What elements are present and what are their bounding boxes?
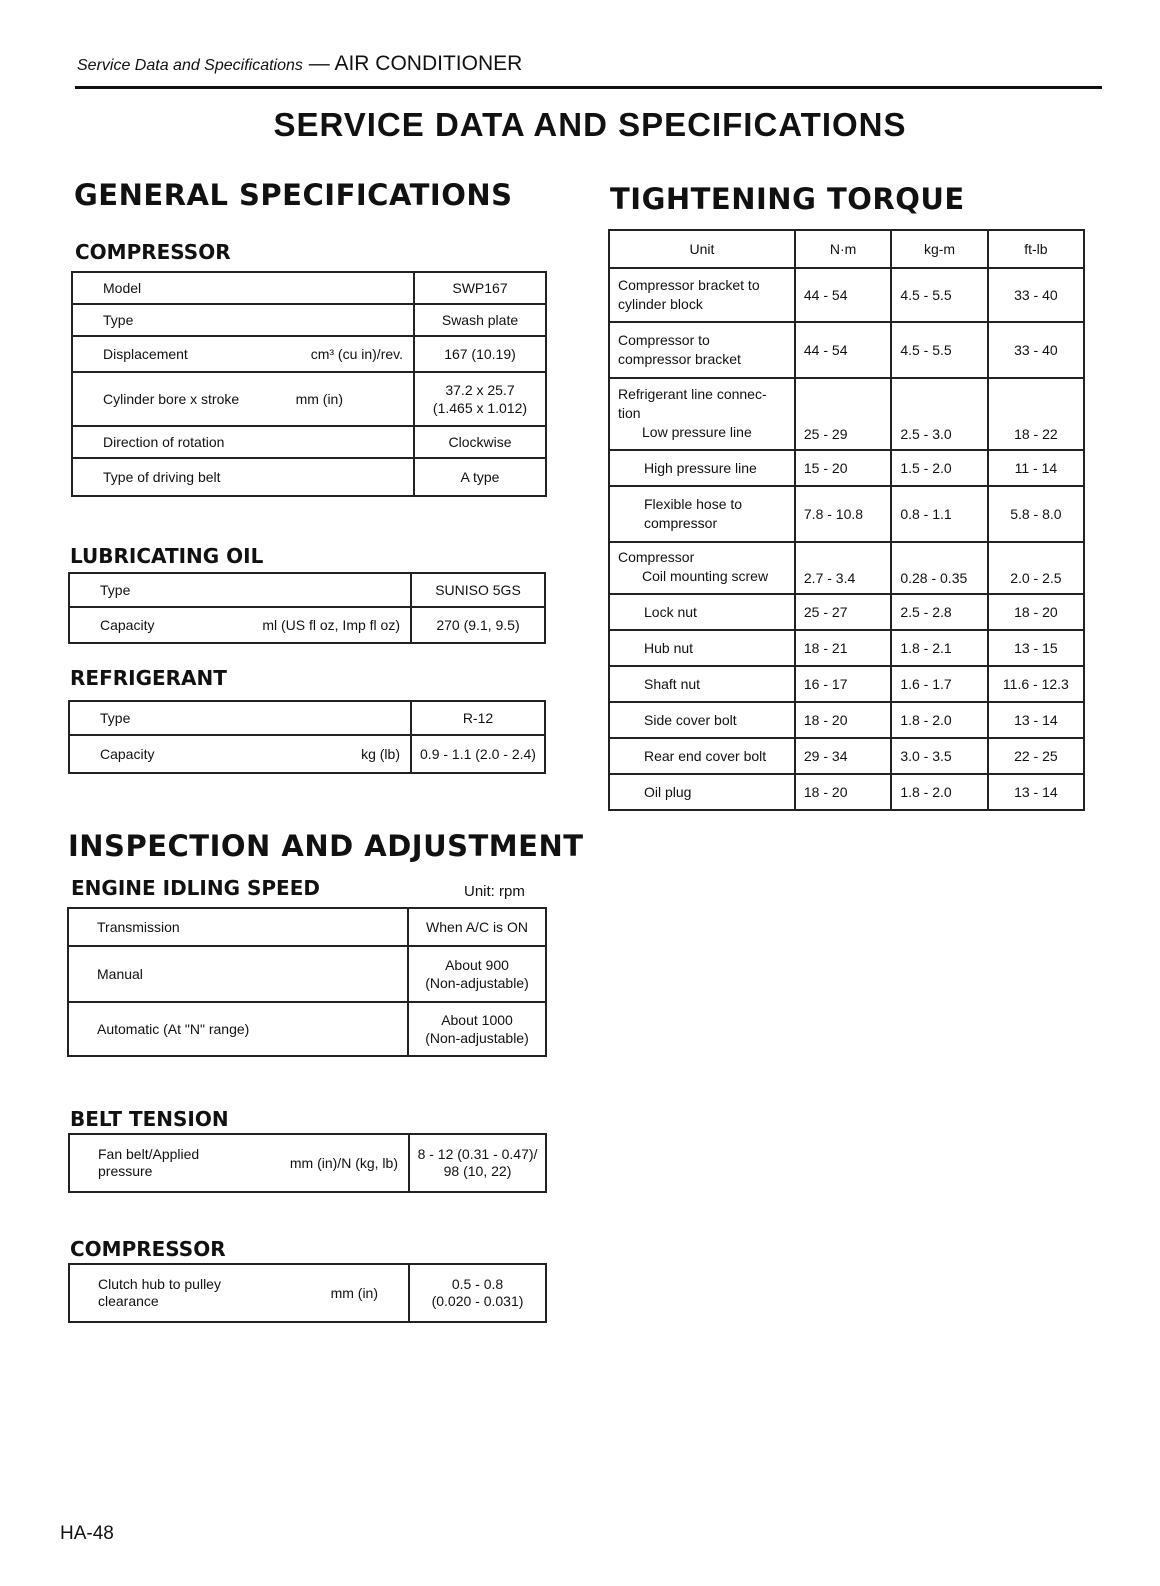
spec-label: Displacement [103, 346, 188, 362]
torque-label: Low pressure line [642, 424, 752, 440]
table-row [72, 304, 546, 336]
table-row [609, 738, 1084, 774]
torque-header-ftlb: ft-lb [988, 230, 1084, 268]
torque-label: Shaft nut [609, 666, 795, 702]
spec-value: A type [414, 458, 546, 496]
spec-unit: cm³ (cu in)/rev. [310, 346, 403, 362]
table-row [68, 908, 546, 946]
clearance-label: Clutch hub to pulley clearance [98, 1276, 221, 1309]
torque-group-label: Compressor [618, 549, 695, 565]
torque-ftlb: 5.8 - 8.0 [988, 486, 1084, 542]
torque-label: Rear end cover bolt [609, 738, 795, 774]
spec-label: Type [103, 312, 134, 328]
torque-ftlb: 13 - 14 [988, 774, 1084, 810]
torque-ftlb: 18 - 22 [988, 378, 1084, 450]
torque-label: Compressor bracket to cylinder block [609, 268, 795, 322]
torque-kgm: 1.6 - 1.7 [891, 666, 987, 702]
torque-label: Hub nut [609, 630, 795, 666]
spec-value: Clockwise [414, 426, 546, 458]
table-row [609, 450, 1084, 486]
page-title: SERVICE DATA AND SPECIFICATIONS [273, 106, 907, 143]
spec-label: Model [103, 280, 142, 296]
spec-unit: mm (in) [295, 391, 343, 407]
spec-value: 37.2 x 25.7 (1.465 x 1.012) [414, 372, 546, 426]
torque-label: Side cover bolt [609, 702, 795, 738]
torque-kgm: 1.8 - 2.1 [891, 630, 987, 666]
torque-label: Compressor to compressor bracket [609, 322, 795, 378]
table-row [609, 378, 1084, 450]
table-row [68, 1002, 546, 1056]
belt-value: 8 - 12 (0.31 - 0.47)/ 98 (10, 22) [409, 1134, 546, 1192]
torque-header-kgm: kg-m [891, 230, 987, 268]
torque-nm: 25 - 27 [795, 594, 891, 630]
torque-ftlb: 11.6 - 12.3 [988, 666, 1084, 702]
torque-kgm: 2.5 - 2.8 [891, 594, 987, 630]
page-number: HA-48 [60, 1523, 114, 1544]
spec-label: Cylinder bore x stroke [103, 391, 240, 407]
tightening-torque-table [608, 229, 1085, 811]
compressor-clearance-title: COMPRESSOR [70, 1237, 226, 1261]
spec-value: R-12 [411, 701, 545, 735]
torque-header-nm: N·m [795, 230, 891, 268]
lubricating-oil-title: LUBRICATING OIL [70, 544, 264, 568]
idling-header-value: When A/C is ON [408, 908, 546, 946]
torque-label: Flexible hose to compressor [609, 486, 795, 542]
torque-group-label: Refrigerant line connec- tion [618, 386, 767, 421]
table-row [69, 1264, 546, 1322]
header-section-italic: Service Data and Specifications [77, 57, 303, 74]
spec-value: Swash plate [414, 304, 546, 336]
table-row [609, 542, 1084, 594]
lubricating-oil-table [68, 572, 546, 644]
spec-value: SWP167 [414, 272, 546, 304]
spec-value: 167 (10.19) [414, 336, 546, 372]
table-row [609, 774, 1084, 810]
idling-row-value: About 1000 (Non-adjustable) [408, 1002, 546, 1056]
table-row [609, 230, 1084, 268]
torque-nm: 16 - 17 [795, 666, 891, 702]
torque-kgm: 0.28 - 0.35 [891, 542, 987, 594]
torque-kgm: 0.8 - 1.1 [891, 486, 987, 542]
torque-ftlb: 11 - 14 [988, 450, 1084, 486]
spec-value: 270 (9.1, 9.5) [411, 607, 545, 643]
torque-nm: 44 - 54 [795, 322, 891, 378]
torque-nm: 44 - 54 [795, 268, 891, 322]
table-row [72, 272, 546, 304]
torque-nm: 2.7 - 3.4 [795, 542, 891, 594]
torque-ftlb: 33 - 40 [988, 268, 1084, 322]
torque-ftlb: 13 - 15 [988, 630, 1084, 666]
spec-label: Capacity [100, 617, 155, 633]
spec-unit: ml (US fl oz, Imp fl oz) [262, 617, 400, 633]
table-row [72, 336, 546, 372]
table-row [609, 322, 1084, 378]
idling-row-label: Automatic (At "N" range) [68, 1002, 408, 1056]
torque-kgm: 1.8 - 2.0 [891, 702, 987, 738]
table-row [72, 372, 546, 426]
idling-row-value: About 900 (Non-adjustable) [408, 946, 546, 1002]
clearance-value: 0.5 - 0.8 (0.020 - 0.031) [409, 1264, 546, 1322]
refrigerant-table [68, 700, 546, 774]
table-row [69, 607, 545, 643]
spec-label: Capacity [100, 746, 155, 762]
table-row [69, 735, 545, 773]
torque-nm: 15 - 20 [795, 450, 891, 486]
torque-label: High pressure line [609, 450, 795, 486]
compressor-spec-table [71, 271, 547, 497]
torque-kgm: 1.5 - 2.0 [891, 450, 987, 486]
torque-nm: 18 - 20 [795, 702, 891, 738]
idling-row-label: Manual [68, 946, 408, 1002]
torque-ftlb: 2.0 - 2.5 [988, 542, 1084, 594]
table-row [609, 702, 1084, 738]
torque-label: Lock nut [609, 594, 795, 630]
torque-kgm: 4.5 - 5.5 [891, 268, 987, 322]
torque-nm: 7.8 - 10.8 [795, 486, 891, 542]
clearance-unit: mm (in) [330, 1285, 378, 1301]
table-row [609, 486, 1084, 542]
torque-kgm: 1.8 - 2.0 [891, 774, 987, 810]
torque-kgm: 2.5 - 3.0 [891, 378, 987, 450]
torque-label: Oil plug [609, 774, 795, 810]
torque-kgm: 3.0 - 3.5 [891, 738, 987, 774]
table-row [609, 666, 1084, 702]
running-header [77, 52, 1102, 76]
table-row [69, 701, 545, 735]
table-row [69, 573, 545, 607]
spec-label: Type of driving belt [103, 469, 221, 485]
spec-label: Direction of rotation [103, 434, 225, 450]
torque-ftlb: 22 - 25 [988, 738, 1084, 774]
spec-label: Type [100, 710, 131, 726]
header-rule [75, 86, 1102, 89]
torque-nm: 25 - 29 [795, 378, 891, 450]
torque-nm: 18 - 20 [795, 774, 891, 810]
belt-tension-title: BELT TENSION [70, 1107, 229, 1131]
table-row [609, 630, 1084, 666]
table-row [72, 458, 546, 496]
inspection-title: INSPECTION AND ADJUSTMENT [68, 829, 584, 863]
general-specs-title: GENERAL SPECIFICATIONS [74, 178, 513, 212]
table-row [69, 1134, 546, 1192]
table-row [609, 594, 1084, 630]
table-row [68, 946, 546, 1002]
header-separator: — [308, 52, 330, 75]
header-section-name: AIR CONDITIONER [334, 52, 523, 75]
compressor-title: COMPRESSOR [75, 240, 231, 264]
spec-unit: kg (lb) [361, 746, 400, 762]
torque-ftlb: 18 - 20 [988, 594, 1084, 630]
torque-ftlb: 33 - 40 [988, 322, 1084, 378]
table-row [609, 268, 1084, 322]
belt-tension-table [68, 1133, 547, 1193]
refrigerant-title: REFRIGERANT [70, 666, 227, 690]
idling-speed-title: ENGINE IDLING SPEED [71, 876, 320, 900]
spec-value: SUNISO 5GS [411, 573, 545, 607]
idling-unit-note: Unit: rpm [464, 883, 525, 900]
compressor-clearance-table [68, 1263, 547, 1323]
torque-label: Coil mounting screw [642, 568, 769, 584]
table-row [72, 426, 546, 458]
torque-header-unit: Unit [609, 230, 795, 268]
torque-nm: 29 - 34 [795, 738, 891, 774]
idling-speed-table [67, 907, 547, 1057]
torque-kgm: 4.5 - 5.5 [891, 322, 987, 378]
tightening-torque-title: TIGHTENING TORQUE [610, 182, 965, 216]
spec-label: Type [100, 582, 131, 598]
torque-ftlb: 13 - 14 [988, 702, 1084, 738]
spec-value: 0.9 - 1.1 (2.0 - 2.4) [411, 735, 545, 773]
idling-header-label: Transmission [68, 908, 408, 946]
torque-nm: 18 - 21 [795, 630, 891, 666]
belt-label: Fan belt/Applied pressure [98, 1146, 200, 1179]
belt-unit: mm (in)/N (kg, lb) [289, 1155, 398, 1171]
